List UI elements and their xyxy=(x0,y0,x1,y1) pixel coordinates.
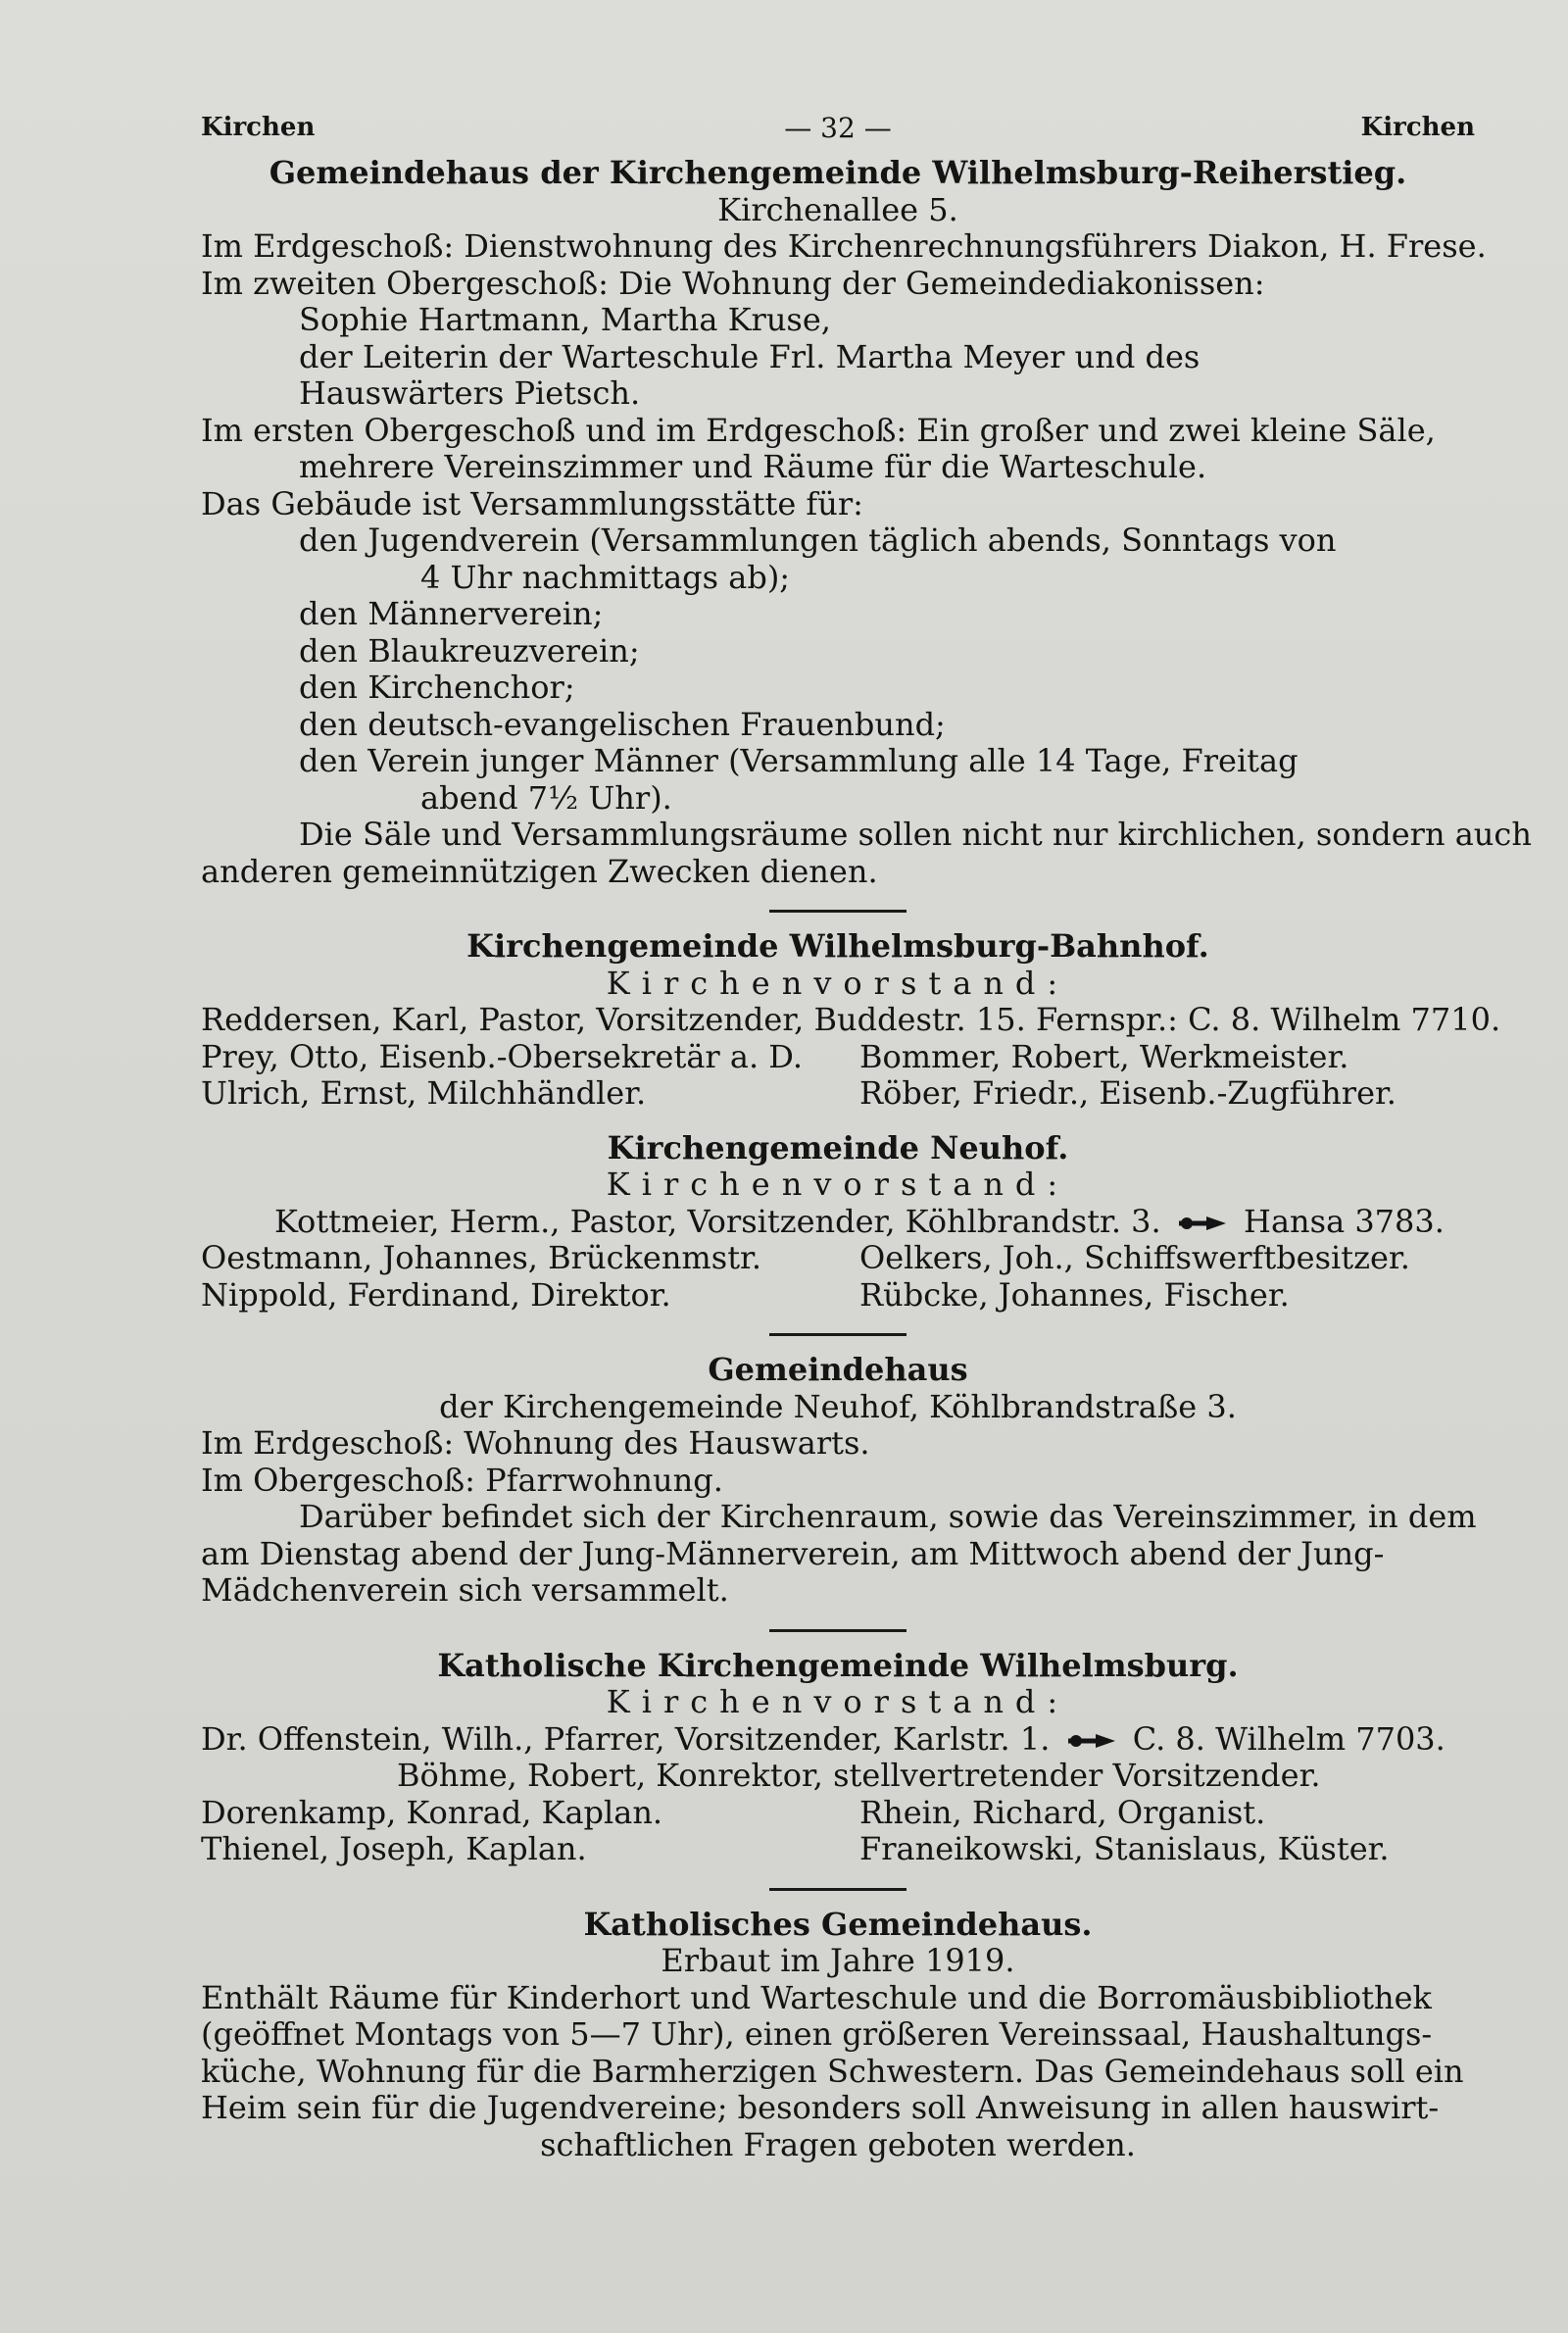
section-subtitle: Kirchenvorstand: xyxy=(606,964,1070,1002)
section-title: Gemeindehaus der Kirchengemeinde Wilhelmsburg-Reiherstieg. xyxy=(269,154,1407,191)
member-entry: Böhme, Robert, Konrektor, stellvertretender Vorsitzender. xyxy=(397,1757,1321,1794)
text-line: den Männerverein; xyxy=(299,595,604,632)
text-line: Enthält Räume für Kinderhort und Warteschule und die Borromäusbibliothek xyxy=(201,1978,1432,2016)
section-title: Katholische Kirchengemeinde Wilhelmsburg. xyxy=(437,1646,1239,1684)
text-line: küche, Wohnung für die Barmherzigen Schwestern. Das Gemeindehaus soll ein xyxy=(201,2052,1464,2090)
section-neuhof xyxy=(201,1130,1475,1315)
text-line: Heim sein für die Jugendvereine; besonders soll Anweisung in allen hauswirt- xyxy=(201,2089,1440,2126)
running-head xyxy=(201,110,1475,155)
section-subtitle: Kirchenvorstand: xyxy=(606,1166,1070,1203)
page-content xyxy=(201,110,1532,2163)
section-reiherstieg-gemeindehaus xyxy=(201,154,1532,890)
text-line: 4 Uhr nachmittags ab); xyxy=(420,558,791,596)
text-line: Im Obergeschoß: Pfarrwohnung. xyxy=(201,1461,723,1499)
member-row xyxy=(201,1795,1475,1832)
member-entry: Reddersen, Karl, Pastor, Vorsitzender, Buddestr. 15. Fernspr.: C. 8. Wilhelm 7710. xyxy=(201,1001,1501,1038)
text-line: der Leiterin der Warteschule Frl. Martha Meyer und des xyxy=(299,337,1200,375)
member-entry: Dr. Offenstein, Wilh., Pfarrer, Vorsitzender, Karlstr. 1. xyxy=(201,1719,1051,1758)
text-line: den Blaukreuzverein; xyxy=(299,631,640,670)
member-row xyxy=(201,1039,1475,1076)
member-entry: Kottmeier, Herm., Pastor, Vorsitzender, Köhlbrandstr. 3. xyxy=(274,1202,1161,1240)
phone-icon xyxy=(1177,1215,1228,1232)
member-entry: Dorenkamp, Konrad, Kaplan. xyxy=(201,1793,663,1831)
member-entry: Rhein, Richard, Organist. xyxy=(859,1793,1266,1831)
text-line: den deutsch-evangelischen Frauenbund; xyxy=(299,705,946,743)
text-line: Im Erdgeschoß: Wohnung des Hauswarts. xyxy=(201,1424,870,1462)
text-line: Das Gebäude ist Versammlungsstätte für: xyxy=(201,484,863,522)
member-row xyxy=(201,1721,1475,1759)
text-line: schaftlichen Fragen geboten werden. xyxy=(540,2125,1136,2163)
member-entry: Prey, Otto, Eisenb.-Obersekretär a. D. xyxy=(201,1037,803,1075)
member-entry: Röber, Friedr., Eisenb.-Zugführer. xyxy=(859,1074,1396,1112)
text-line: Hauswärters Pietsch. xyxy=(299,374,641,412)
section-divider xyxy=(769,1333,906,1336)
text-line: Die Säle und Versammlungsräume sollen nicht nur kirchlichen, sondern auch xyxy=(299,816,1532,853)
member-entry: Rübcke, Johannes, Fischer. xyxy=(859,1275,1290,1314)
member-entry: Nippold, Ferdinand, Direktor. xyxy=(201,1275,671,1314)
section-address: Kirchenallee 5. xyxy=(717,190,958,228)
text-line: abend 7½ Uhr). xyxy=(420,778,672,817)
section-katholisches-gemeindehaus xyxy=(201,1907,1475,2164)
section-title: Gemeindehaus xyxy=(708,1351,968,1388)
section-subtitle: Kirchenvorstand: xyxy=(606,1683,1070,1720)
header-left: Kirchen xyxy=(201,113,316,142)
text-line: anderen gemeinnützigen Zwecken dienen. xyxy=(201,852,878,890)
section-title: Katholisches Gemeindehaus. xyxy=(583,1905,1093,1943)
member-entry: Oestmann, Johannes, Brückenmstr. xyxy=(201,1239,761,1276)
text-line: den Kirchenchor; xyxy=(299,669,575,706)
text-line: den Verein junger Männer (Versammlung alle 14 Tage, Freitag xyxy=(299,742,1298,779)
member-row xyxy=(201,1277,1475,1315)
text-line: Sophie Hartmann, Martha Kruse, xyxy=(299,301,831,338)
member-row xyxy=(201,1758,1475,1795)
phone-number: Hansa 3783. xyxy=(1244,1202,1445,1240)
text-line: Im ersten Obergeschoß und im Erdgeschoß: Ein großer und zwei kleine Säle, xyxy=(201,411,1436,449)
section-neuhof-gemeindehaus xyxy=(201,1352,1475,1610)
text-line: (geöffnet Montags von 5—7 Uhr), einen größeren Vereinssaal, Haushaltungs- xyxy=(201,2015,1433,2053)
member-row xyxy=(201,1204,1475,1241)
text-line: Im zweiten Obergeschoß: Die Wohnung der Gemeindediakonissen: xyxy=(201,264,1265,302)
section-divider xyxy=(769,910,906,913)
section-subtitle: Erbaut im Jahre 1919. xyxy=(661,1942,1015,1979)
member-row xyxy=(201,1075,1475,1113)
phone-number: C. 8. Wilhelm 7703. xyxy=(1132,1719,1446,1758)
page-number: — 32 — xyxy=(784,112,892,144)
phone-icon xyxy=(1066,1732,1117,1750)
text-line: mehrere Vereinszimmer und Räume für die Warteschule. xyxy=(299,448,1207,485)
member-entry: Oelkers, Joh., Schiffswerftbesitzer. xyxy=(859,1239,1410,1276)
text-line: den Jugendverein (Versammlungen täglich abends, Sonntags von xyxy=(299,521,1337,559)
section-title: Kirchengemeinde Wilhelmsburg-Bahnhof. xyxy=(466,927,1209,965)
section-katholische-gemeinde xyxy=(201,1648,1475,1868)
section-divider xyxy=(769,1888,906,1891)
text-line: Mädchenverein sich versammelt. xyxy=(201,1571,729,1609)
member-row xyxy=(201,1240,1475,1277)
member-entry: Franeikowski, Stanislaus, Küster. xyxy=(859,1830,1390,1867)
member-entry: Bommer, Robert, Werkmeister. xyxy=(859,1037,1349,1075)
section-bahnhof xyxy=(201,927,1501,1113)
section-title: Kirchengemeinde Neuhof. xyxy=(607,1128,1069,1166)
text-line: am Dienstag abend der Jung-Männerverein, am Mittwoch abend der Jung- xyxy=(201,1534,1385,1572)
member-row xyxy=(201,1001,1501,1039)
member-entry: Ulrich, Ernst, Milchhändler. xyxy=(201,1074,647,1112)
text-line: Im Erdgeschoß: Dienstwohnung des Kirchenrechnungsführers Diakon, H. Frese. xyxy=(201,227,1487,265)
member-row xyxy=(201,1831,1475,1868)
text-line: Darüber befindet sich der Kirchenraum, sowie das Vereinszimmer, in dem xyxy=(299,1498,1477,1535)
member-entry: Thienel, Joseph, Kaplan. xyxy=(201,1830,587,1867)
section-divider xyxy=(769,1629,906,1632)
section-subtitle: der Kirchengemeinde Neuhof, Köhlbrandstraße 3. xyxy=(439,1387,1237,1425)
header-right: Kirchen xyxy=(1360,113,1475,142)
